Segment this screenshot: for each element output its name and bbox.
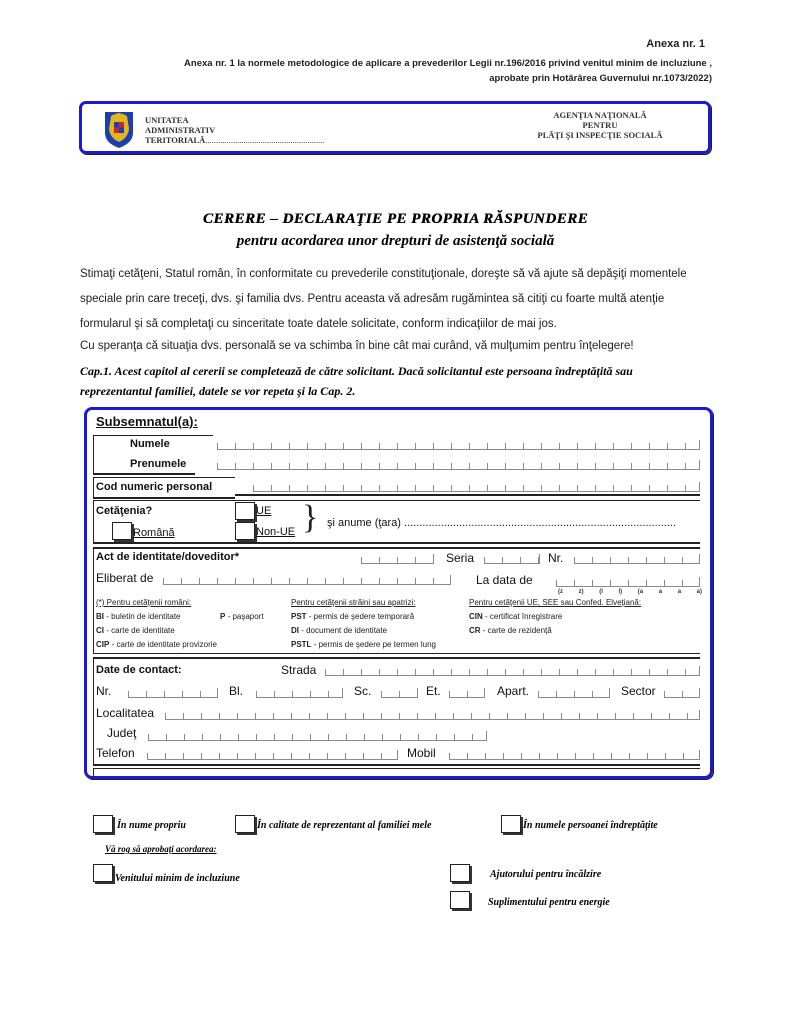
data-eliberare-field[interactable]: [556, 577, 700, 587]
ajutor-incalzire-label: Ajutorului pentru încălzire: [490, 869, 602, 880]
note-bi: [96, 612, 181, 621]
cr-code: CR: [469, 626, 481, 635]
seria-field[interactable]: [484, 554, 540, 564]
ue-label: UE: [256, 505, 272, 517]
nr-label: Nr.: [548, 551, 564, 565]
intro-line4: Cu speranţa că situaţia dvs. personală se va schimba în bine cât mai curând, vă mulţumim pentru înţelegere!: [80, 340, 634, 352]
pst-code: PST: [291, 612, 307, 621]
cnp-field[interactable]: [253, 482, 700, 492]
supliment-energie-label: Suplimentului pentru energie: [488, 897, 610, 908]
non-ue-label: Non-UE: [256, 526, 296, 538]
note-di: [291, 626, 387, 635]
pstl-code: PSTL: [291, 640, 312, 649]
bi-code: BI: [96, 612, 104, 621]
di-text: - document de identitate: [299, 626, 388, 635]
annex-subtitle: [92, 56, 712, 86]
divider: [93, 500, 700, 501]
vmi-label: Venitului minim de incluziune: [115, 873, 240, 884]
divider: [93, 653, 700, 654]
divider: [93, 477, 94, 497]
cin-text: - certificat înregistrare: [482, 612, 563, 621]
cr-text: - carte de rezidenţă: [480, 626, 552, 635]
note-cin: [469, 612, 562, 621]
institution-right: [470, 110, 730, 140]
uat-line1: UNITATEA: [145, 115, 189, 125]
divider: [93, 473, 195, 475]
reprezentant-familie-checkbox[interactable]: [235, 815, 255, 833]
note-ue-heading: Pentru cetăţenii UE, SEE sau Confed. Elveţiană:: [469, 598, 642, 607]
note-p: [220, 612, 264, 621]
di-code: DI: [291, 626, 299, 635]
date-hint: (a: [637, 589, 644, 595]
vmi-checkbox[interactable]: [93, 864, 113, 882]
judet-label: Judeţ: [107, 726, 137, 740]
cin-code: CIN: [469, 612, 483, 621]
divider: [93, 497, 235, 499]
nume-propriu-label: În nume propriu: [117, 820, 186, 831]
date-hint: l): [618, 589, 623, 595]
divider: [93, 477, 235, 478]
divider: [93, 435, 94, 473]
romana-checkbox[interactable]: [112, 522, 132, 540]
act-type-field[interactable]: [361, 554, 434, 564]
ci-code: CI: [96, 626, 104, 635]
divider: [93, 657, 94, 764]
note-pst: [291, 612, 414, 621]
note-pstl: [291, 640, 436, 649]
non-ue-checkbox[interactable]: [235, 522, 255, 540]
brace-icon: }: [302, 499, 319, 536]
date-hint: a: [658, 589, 663, 595]
date-format-hint: [558, 589, 702, 595]
intro-line1: Stimaţi cetăţeni, Statul român, în conformitate cu prevederile constituţionale, doreşte să vă ajute să depăşiţi momentele: [80, 268, 687, 280]
la-data-de-label: La data de: [476, 573, 533, 587]
request-heading: Vă rog să aprobaţi acordarea:: [105, 844, 217, 854]
intro-line2: speciale prin care treceţi, dvs. şi familia dvs. Pentru aceasta vă adresăm rugămintea să citiţi cu foarte multă atenţie: [80, 293, 665, 305]
localitatea-field[interactable]: [165, 710, 700, 720]
date-hint: a: [677, 589, 682, 595]
document-subtitle: pentru acordarea unor drepturi de asistenţă socială: [236, 233, 555, 249]
strada-field[interactable]: [325, 666, 700, 676]
note-cip: [96, 640, 217, 649]
et-label: Et.: [426, 684, 441, 698]
telefon-label: Telefon: [96, 746, 135, 760]
note-romani-heading: (*) Pentru cetăţenii români:: [96, 598, 192, 607]
sc-label: Sc.: [354, 684, 372, 698]
bl-label: Bl.: [229, 684, 244, 698]
intro-line3: formularul şi să completaţi cu sinceritate toate datele solicitate, conform indicaţiilor de mai jos.: [80, 318, 557, 330]
bi-text: - buletin de identitate: [104, 612, 181, 621]
judet-field[interactable]: [148, 731, 487, 741]
sector-label: Sector: [621, 684, 656, 698]
date-hint: a): [696, 589, 702, 595]
p-text: - paşaport: [225, 612, 264, 621]
divider: [93, 768, 94, 776]
act-identitate-label: Act de identitate/doveditor*: [96, 551, 240, 563]
date-hint: z): [578, 589, 584, 595]
bl-field[interactable]: [256, 688, 343, 698]
uat-line3: [145, 135, 324, 145]
anpis-line3: PLĂŢI ŞI INSPECŢIE SOCIALĂ: [537, 130, 663, 140]
romana-label: Română: [133, 527, 175, 539]
sc-field[interactable]: [381, 688, 418, 698]
ue-checkbox[interactable]: [235, 502, 255, 520]
prenumele-field[interactable]: [217, 460, 700, 470]
divider: [93, 542, 700, 544]
anpis-line1: AGENŢIA NAŢIONALĂ: [553, 110, 647, 120]
localitatea-label: Localitatea: [96, 706, 155, 720]
divider: [93, 547, 700, 549]
nr-contact-label: Nr.: [96, 684, 112, 698]
act-nr-field[interactable]: [574, 554, 700, 564]
note-straini-heading: Pentru cetăţenii străini sau apatrizi:: [291, 598, 416, 607]
divider: [93, 764, 700, 766]
coat-of-arms-icon: [102, 109, 136, 149]
divider: [93, 547, 94, 653]
telefon-field[interactable]: [147, 750, 398, 760]
mobil-field[interactable]: [449, 750, 700, 760]
reprezentant-familie-label: În calitate de reprezentant al familiei mele: [257, 820, 432, 831]
contact-label: Date de contact:: [96, 664, 182, 676]
cnp-label: Cod numeric personal: [96, 481, 213, 493]
p-code: P: [220, 612, 226, 621]
persoana-indreptatita-checkbox[interactable]: [501, 815, 521, 833]
pstl-text: - permis de şedere pe termen lung: [311, 640, 436, 649]
uat-name-blank[interactable]: ........................................................: [205, 135, 325, 145]
annex-title: Anexa nr. 1: [646, 38, 705, 50]
prenumele-label: Prenumele: [130, 458, 187, 470]
pst-text: - permis de şedere temporară: [306, 612, 415, 621]
date-hint: (l: [599, 589, 603, 595]
apart-field[interactable]: [538, 688, 610, 698]
divider: [93, 657, 700, 659]
uat-line3-text: TERITORIALĂ: [145, 135, 206, 145]
ajutor-incalzire-checkbox[interactable]: [450, 864, 470, 882]
cap1-line2: reprezentantul familiei, datele se vor repeta şi la Cap. 2.: [80, 384, 356, 398]
numele-field[interactable]: [217, 440, 700, 450]
seria-label: Seria: [446, 551, 475, 565]
divider: [93, 435, 213, 436]
supliment-energie-checkbox[interactable]: [450, 891, 470, 909]
divider: [93, 768, 700, 769]
nr-contact-field[interactable]: [128, 688, 218, 698]
apart-label: Apart.: [497, 684, 530, 698]
note-ci: [96, 626, 175, 635]
uat-line2: ADMINISTRATIV: [145, 125, 216, 135]
sector-field[interactable]: [664, 688, 700, 698]
document-title: CERERE – DECLARAŢIE PE PROPRIA RĂSPUNDERE: [202, 211, 589, 227]
nume-propriu-checkbox[interactable]: [93, 815, 113, 833]
annex-subtitle-line2: aprobate prin Hotărârea Guvernului nr.1073/2022): [489, 73, 712, 84]
divider: [93, 500, 94, 542]
date-hint: (z: [558, 589, 563, 595]
eliberat-de-label: Eliberat de: [96, 571, 154, 585]
form-heading: Subsemnatul(a):: [96, 414, 198, 429]
cip-code: CIP: [96, 640, 110, 649]
cip-text: - carte de identitate provizorie: [109, 640, 217, 649]
eliberat-de-field[interactable]: [163, 575, 451, 585]
mobil-label: Mobil: [407, 746, 436, 760]
note-cr: [469, 626, 552, 635]
ci-text: - carte de identitate: [104, 626, 175, 635]
numele-label: Numele: [130, 438, 170, 450]
tara-field[interactable]: şi anume (ţara) .........................................................................................: [327, 517, 677, 529]
institution-left: [145, 115, 324, 145]
et-field[interactable]: [449, 688, 485, 698]
persoana-indreptatita-label: În numele persoanei îndreptăţite: [523, 820, 658, 831]
divider: [235, 494, 700, 496]
cetatenia-label: Cetăţenia?: [96, 505, 153, 517]
cap1-line1: Cap.1. Acest capitol al cererii se completează de către solicitant. Dacă solicitantul este persoana îndreptăţită sau: [80, 364, 633, 378]
anpis-line2: PENTRU: [582, 120, 618, 130]
strada-label: Strada: [281, 663, 317, 677]
annex-subtitle-line1: Anexa nr. 1 la normele metodologice de aplicare a prevederilor Legii nr.196/2016 privind venitul minim de incluziune ,: [184, 58, 712, 69]
